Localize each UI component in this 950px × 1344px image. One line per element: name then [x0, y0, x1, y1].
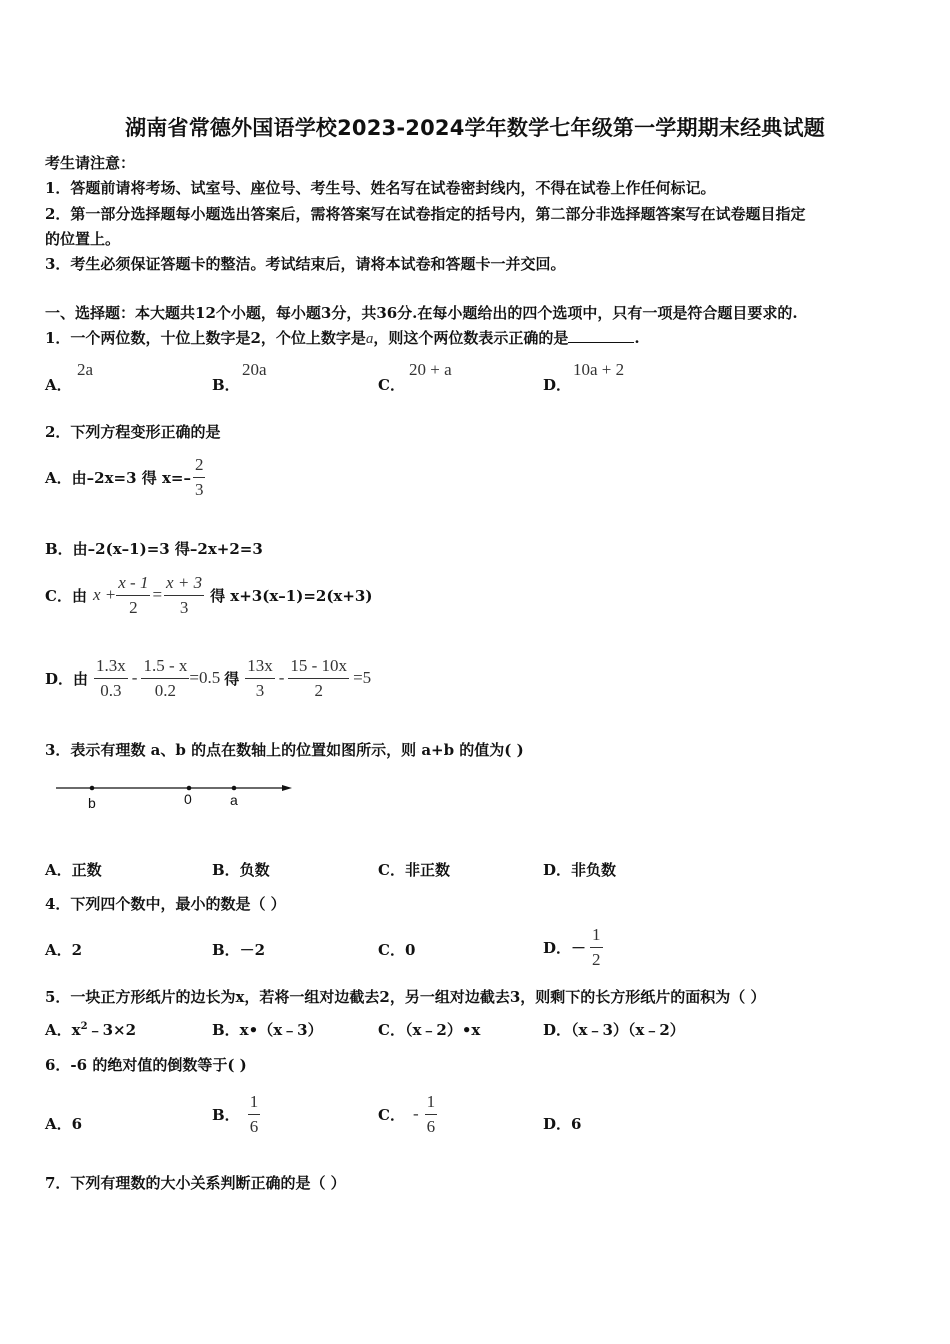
q1-option-a: 2a — [77, 360, 94, 379]
question-4: 4．下列四个数中，最小的数是（ ） — [45, 895, 286, 913]
q3-option-b: B．负数 — [212, 861, 270, 879]
q5-option-a — [45, 1019, 136, 1040]
q6-c-den: 6 — [426, 1116, 436, 1136]
q1-option-c-label: C． — [378, 376, 405, 394]
q1-option-a-label: A． — [45, 376, 72, 394]
page-title: 湖南省常德外国语学校2023-2024学年数学七年级第一学期期末经典试题 — [125, 116, 825, 140]
q6-b-num: 1 — [248, 1092, 261, 1115]
notice-item-2: 2．第一部分选择题每小题选出答案后，需将答案写在试卷指定的括号内，第二部分非选择题答案写在试卷题目指定 — [45, 205, 806, 223]
q2-d-de: 得 — [224, 669, 240, 688]
q1-stem-b: ，则这个两位数表示正确的是 — [373, 329, 569, 347]
question-2: 2．下列方程变形正确的是 — [45, 423, 221, 441]
question-7: 7．下列有理数的大小关系判断正确的是（ ） — [45, 1174, 346, 1192]
q4-d-label: D．－ — [543, 938, 587, 957]
q2-a-num: 2 — [193, 455, 206, 478]
q4-d-fraction — [590, 925, 603, 970]
q5-option-b: B．x•（x﹣3） — [212, 1021, 323, 1039]
q2-d-eq2: =5 — [353, 668, 372, 687]
q6-option-a: A．6 — [45, 1115, 83, 1133]
q2-option-a — [45, 452, 205, 502]
q2-d-den1: 0.3 — [100, 680, 122, 700]
label-a: a — [230, 792, 238, 808]
point-b — [90, 786, 95, 791]
q2-d-fraction-2 — [141, 656, 189, 701]
question-5: 5．一块正方形纸片的边长为x，若将一组对边截去2，另一组对边截去3，则剩下的长方形纸片的面积为（ ） — [45, 988, 766, 1006]
q2-d-fraction-4 — [288, 656, 349, 701]
q5-a-post: ﹣3×2 — [87, 1021, 137, 1039]
q2-c-fraction-2 — [164, 573, 204, 618]
q2-d-eq1: =0.5 — [189, 668, 221, 687]
q6-option-d: D．6 — [543, 1115, 582, 1133]
q1-stem-a: 1．一个两位数，十位上数字是2，个位上数字是 — [45, 329, 366, 347]
q2-c-den2: 3 — [179, 597, 189, 617]
q2-c-fraction-1 — [116, 573, 150, 618]
q2-c-num2: x + 3 — [164, 573, 204, 596]
number-line-arrow — [282, 785, 292, 791]
q4-option-b: B．－2 — [212, 941, 266, 959]
q5-a-sup: 2 — [80, 1021, 88, 1032]
q1-end: . — [634, 329, 640, 347]
point-zero — [187, 786, 192, 791]
q4-option-a: A．2 — [45, 941, 83, 959]
q2-option-b: B．由–2(x–1)=3 得–2x+2=3 — [45, 540, 263, 558]
q2-d-label: D．由 — [45, 669, 89, 688]
q6-b-label: B． — [212, 1105, 240, 1124]
q1-option-b-label: B． — [212, 376, 240, 394]
q1-option-d-label: D． — [543, 376, 572, 394]
q6-b-fraction — [248, 1092, 261, 1137]
q3-option-c: C．非正数 — [378, 861, 450, 879]
q1-answer-blank — [568, 328, 634, 343]
q5-option-c: C．（x﹣2）•x — [378, 1021, 481, 1039]
q1-option-d: 10a + 2 — [573, 360, 625, 379]
q1-option-c: 20 + a — [409, 360, 452, 379]
q2-c-label: C．由 — [45, 586, 87, 605]
notice-heading: 考生请注意： — [45, 154, 136, 172]
q2-d-num4: 15 - 10x — [288, 656, 349, 679]
q4-d-num: 1 — [590, 925, 603, 948]
q6-b-den: 6 — [249, 1116, 259, 1136]
point-a — [232, 786, 237, 791]
notice-item-1: 1．答题前请将考场、试室号、座位号、考生号、姓名写在试卷密封线内，不得在试卷上作任何标记。 — [45, 179, 716, 197]
q2-c-eq: = — [152, 585, 163, 604]
q2-option-c — [45, 570, 372, 620]
q2-d-den4: 2 — [314, 680, 323, 700]
question-1 — [45, 327, 640, 348]
q2-a-text: –2x=3 得 x=– — [86, 468, 191, 487]
q2-c-num1: x - 1 — [116, 573, 150, 596]
q5-option-d: D．（x﹣3）（x﹣2） — [543, 1021, 685, 1039]
q4-option-d — [543, 924, 603, 970]
q4-d-den: 2 — [592, 949, 601, 969]
q2-a-fraction — [193, 455, 206, 500]
question-6: 6．-6 的绝对值的倒数等于( ) — [45, 1056, 247, 1074]
q2-c-x: x + — [92, 585, 117, 604]
q6-c-minus: - — [412, 1104, 419, 1123]
q2-d-fraction-1 — [94, 656, 128, 701]
q2-d-num1: 1.3x — [94, 656, 128, 679]
q2-d-den2: 0.2 — [154, 680, 177, 700]
notice-item-2-cont: 的位置上。 — [45, 230, 121, 248]
q2-d-den3: 3 — [255, 680, 265, 700]
q6-c-fraction — [425, 1092, 438, 1137]
q5-a-pre: A．x — [45, 1021, 81, 1039]
q2-a-label: A．由 — [45, 468, 87, 487]
q2-c-tail: 得 x+3(x–1)=2(x+3) — [210, 586, 373, 605]
q3-option-d: D．非负数 — [543, 861, 617, 879]
q2-d-num2: 1.5 - x — [141, 656, 189, 679]
q4-option-c: C．0 — [378, 941, 416, 959]
q2-d-minus-1: - — [131, 668, 138, 687]
q2-d-num3: 13x — [245, 656, 275, 679]
question-3: 3．表示有理数 a、b 的点在数轴上的位置如图所示，则 a+b 的值为( ) — [45, 741, 524, 759]
q2-d-fraction-3 — [245, 656, 275, 701]
label-b: b — [88, 795, 96, 811]
notice-item-3: 3．考生必须保证答题卡的整洁。考试结束后，请将本试卷和答题卡一并交回。 — [45, 255, 566, 273]
q1-option-b: 20a — [242, 360, 267, 379]
number-line-figure — [50, 775, 300, 815]
q3-option-a: A．正数 — [45, 861, 102, 879]
label-zero: 0 — [184, 791, 192, 807]
q6-c-label: C． — [378, 1105, 405, 1124]
q6-option-c — [378, 1089, 437, 1139]
q6-c-num: 1 — [425, 1092, 438, 1115]
q1-var: a — [365, 331, 374, 347]
q2-option-d — [45, 653, 371, 703]
q2-c-den1: 2 — [129, 597, 138, 617]
q2-d-minus-2: - — [278, 668, 285, 687]
section-heading: 一、选择题：本大题共12个小题，每小题3分，共36分.在每小题给出的四个选项中，只有一项是符合题目要求的. — [45, 304, 798, 322]
q2-a-den: 3 — [194, 479, 204, 499]
q6-option-b — [212, 1089, 260, 1139]
